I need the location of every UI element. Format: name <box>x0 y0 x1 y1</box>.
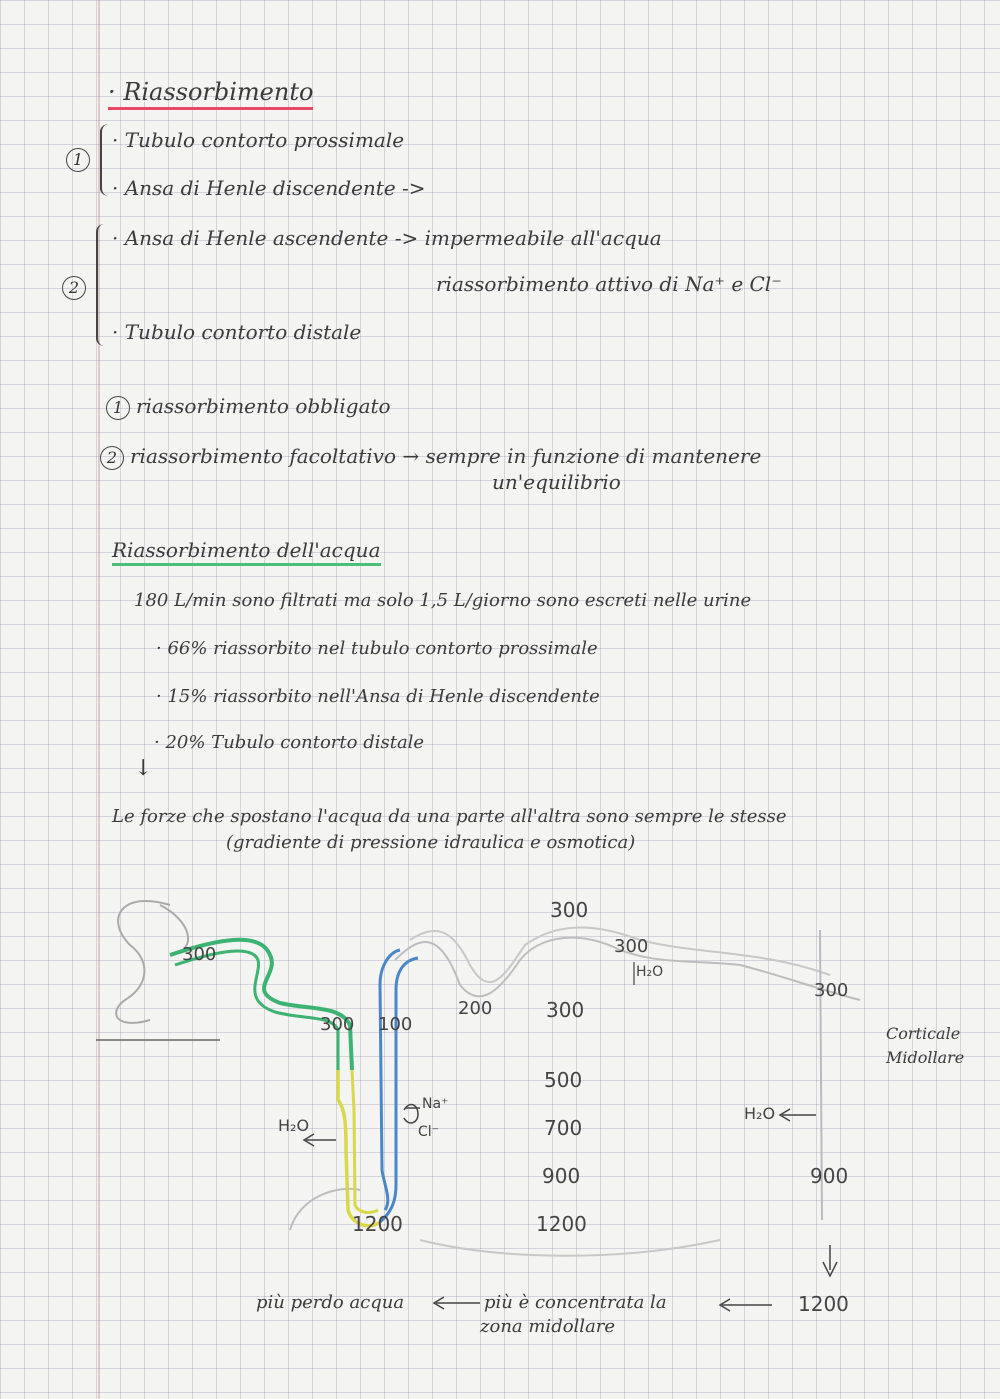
note-item: riassorbimento attivo di Na⁺ e Cl⁻ <box>436 272 782 296</box>
label-h2o-small: H₂O <box>636 964 664 980</box>
legend1-number: 1 <box>106 396 130 420</box>
water-bullet: · 20% Tubulo contorto distale <box>154 732 425 753</box>
water-summary: 180 L/min sono filtrati ma solo 1,5 L/giorno sono escreti nelle urine <box>134 590 752 611</box>
label-proximal: 300 <box>182 944 217 965</box>
gradient-value: 500 <box>544 1068 583 1092</box>
label-cortical: Corticale <box>886 1024 961 1043</box>
bottom-middle-line-2: zona midollare <box>480 1316 616 1337</box>
gradient-value: 1200 <box>536 1212 587 1236</box>
forces-line-2: (gradiente di pressione idraulica e osmotica) <box>226 832 636 853</box>
bottom-left-text: più perdo acqua <box>256 1292 405 1313</box>
bowman-capsule-sketch <box>116 901 170 1023</box>
label-distal-top: 300 <box>614 936 649 957</box>
label-bottom-loop: 1200 <box>352 1212 403 1236</box>
group2-number: 2 <box>62 276 86 300</box>
label-collecting-bottom: 900 <box>810 1164 849 1188</box>
note-item: · Tubulo contorto distale <box>112 320 362 344</box>
note-item: · Ansa di Henle ascendente -> impermeabile all'acqua <box>112 226 662 250</box>
legend2-text: riassorbimento facoltativo → sempre in funzione di mantenere <box>130 444 762 468</box>
label-distal: 200 <box>458 998 493 1019</box>
legend1-text: riassorbimento obbligato <box>136 394 391 418</box>
label-medullary: Midollare <box>886 1048 965 1067</box>
legend2-text-cont: un'equilibrio <box>492 470 621 494</box>
forces-line-1: Le forze che spostano l'acqua da una parte all'altra sono sempre le stesse <box>112 806 787 827</box>
gradient-value: 900 <box>542 1164 581 1188</box>
label-desc-top: 300 <box>320 1014 355 1035</box>
descending-limb <box>338 1070 380 1226</box>
label-na: Na⁺ <box>422 1096 449 1112</box>
proximal-tubule-inner <box>175 951 338 1070</box>
label-asc-top: 100 <box>378 1014 413 1035</box>
bottom-arc-sketch-2 <box>420 1240 720 1256</box>
water-bullet: · 66% riassorbito nel tubulo contorto prossimale <box>156 638 598 659</box>
down-arrow: ↓ <box>134 756 153 781</box>
bottom-right-value: 1200 <box>798 1292 849 1316</box>
legend2-number: 2 <box>100 446 124 470</box>
gradient-value: 700 <box>544 1116 583 1140</box>
label-h2o-left: H₂O <box>278 1116 310 1135</box>
descending-limb-inner <box>352 1070 378 1212</box>
label-top-mid: 300 <box>550 898 589 922</box>
gradient-value: 300 <box>546 998 585 1022</box>
note-item: · Ansa di Henle discendente -> <box>112 176 426 200</box>
label-collecting-top: 300 <box>814 980 849 1001</box>
group1-number: 1 <box>66 148 90 172</box>
label-cl: Cl⁻ <box>418 1124 440 1140</box>
water-bullet: · 15% riassorbito nell'Ansa di Henle discendente <box>156 686 600 707</box>
bottom-middle-line-1: più è concentrata la <box>484 1292 667 1313</box>
note-item: · Tubulo contorto prossimale <box>112 128 405 152</box>
section-title: · Riassorbimento <box>108 78 313 110</box>
water-title: Riassorbimento dell'acqua <box>112 538 381 566</box>
label-h2o-right: H₂O <box>744 1104 776 1123</box>
